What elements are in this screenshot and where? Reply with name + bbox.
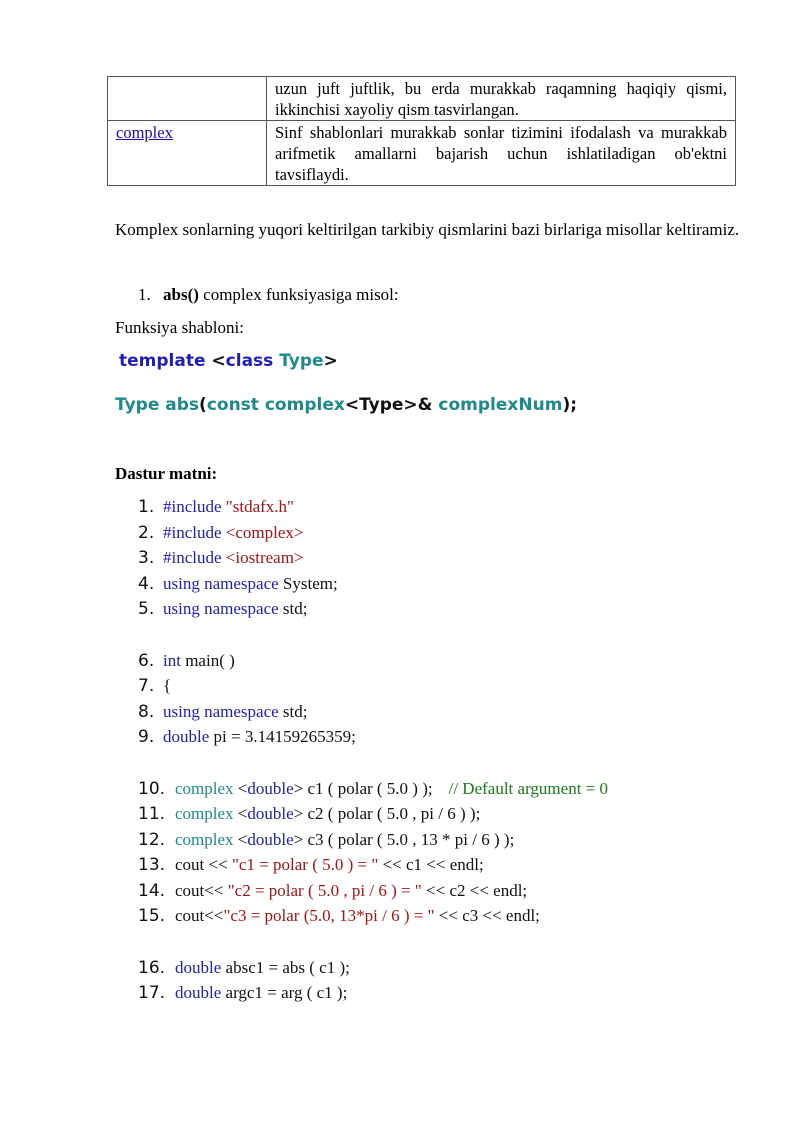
template-line-1: template <class Type> (119, 351, 338, 371)
code-comment: // Default argument = 0 (448, 779, 609, 798)
template-line-2: Type abs(const complex<Type>& complexNum); (115, 395, 578, 415)
list-item (138, 285, 399, 305)
program-label: Dastur matni: (115, 464, 218, 483)
table-row (108, 121, 736, 186)
table-term-cell (108, 121, 267, 186)
table-row (108, 77, 736, 121)
list-number: 1. (138, 285, 151, 304)
table-desc-cell: uzun juft juftlik, bu erda murakkab raqamning haqiqiy qismi, ikkinchisi xayoliy qism tasvirlangan. (267, 77, 736, 121)
reference-table (107, 76, 736, 186)
list-bold-term: abs() (163, 285, 199, 304)
intro-paragraph: Komplex sonlarning yuqori keltirilgan tarkibiy qismlarini bazi birlariga misollar keltiramiz. (115, 220, 740, 239)
table-desc-cell: Sinf shablonlari murakkab sonlar tizimini ifodalash va murakkab arifmetik amallarni bajarish uchun ishlatiladigan ob'ektni tavsiflaydi. (267, 121, 736, 186)
list-text: complex funksiyasiga misol: (198, 285, 399, 304)
document-page: uzun juft juftlik, bu erda murakkab raqamning haqiqiy qismi, ikkinchisi xayoliy qism tasvirlangan. complex Sinf shablonlari murakkab sonlar tizimini ifodalash va murakkab arifmetik amallarni bajarish uchun ishlatiladigan ob'ektni tavsiflaydi. Komplex sonlarning yuqori keltirilgan tarkibiy qismlarini bazi birlariga misollar keltiramiz. 1. abs() complex funksiyasiga misol: Funksiya shabloni: template <class Type> Type abs(const complex<Type>& complexNum); Dastur matni: 1. #include "stdafx.h" 2. #include <complex> 3. #include <iostream> 4. using namespace System; 5. using namespace std; 6. int main( ) 7. { 8. using namespace std; 9. double pi = 3.14159265359; 10. complex <double> c1 ( polar ( 5.0 ) ); // Default argument = 0 11. complex <double> c2 ( polar ( 5.0 , pi / 6 ) ); 12. complex <double> c3 ( polar ( 5.0 , 13 * pi / 6 ) ); 13. cout << "c1 = polar ( 5.0 ) = " << c1 << endl; 14. cout<< "c2 = polar ( 5.0 , pi / 6 ) = " << c2 << endl; 15. cout<<"c3 = polar (5.0, 13*pi / 6 ) = " << c3 << endl; 16. double absc1 = abs ( c1 ); 17. double argc1 = arg ( c1 ); (0, 0, 800, 1131)
table-term-cell (108, 77, 267, 121)
complex-link[interactable]: complex (116, 123, 173, 142)
template-label: Funksiya shabloni: (115, 318, 244, 337)
